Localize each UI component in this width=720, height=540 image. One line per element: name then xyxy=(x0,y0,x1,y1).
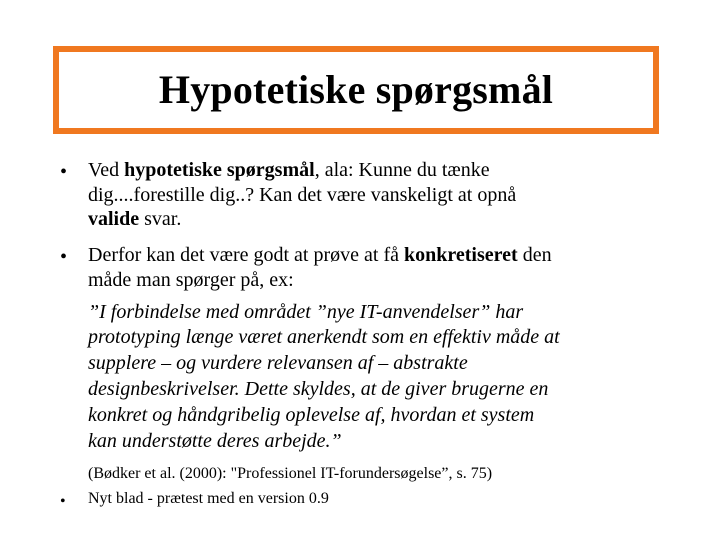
bullet-1-line-1 xyxy=(88,159,490,182)
bullet-1-text-c: svar. xyxy=(139,208,182,230)
bullet-dot: • xyxy=(60,161,68,183)
quote-line: kan understøtte deres arbejde.” xyxy=(88,430,342,452)
quote-line: supplere – og vurdere relevansen af – abstrakte xyxy=(88,352,468,374)
bullet-1-line-3 xyxy=(88,208,181,231)
bullet-3-text: Nyt blad - prætest med en version 0.9 xyxy=(88,490,329,507)
quote-line: ”I forbindelse med området ”nye IT-anvendelser” har xyxy=(88,301,524,323)
bullet-1-line-2: dig....forestille dig..? Kan det være vanskeligt at opnå xyxy=(88,184,517,206)
bullet-2-line-2: måde man spørger på, ex: xyxy=(88,269,294,291)
quote-line: designbeskrivelser. Dette skyldes, at de giver brugerne en xyxy=(88,378,549,400)
bullet-2-bold-term: konkretiseret xyxy=(404,244,518,266)
bullet-dot: • xyxy=(60,246,68,268)
bullet-2-line-1 xyxy=(88,244,552,267)
quote-line: konkret og håndgribelig oplevelse af, hvordan et system xyxy=(88,404,535,426)
bullet-1-bold-valide: valide xyxy=(88,208,140,230)
bullet-dot: • xyxy=(60,493,66,510)
slide-title: Hypotetiske spørgsmål xyxy=(158,67,554,112)
bullet-2-text-a: Derfor kan det være godt at prøve at få xyxy=(88,244,404,266)
bullet-1-bold-term: hypotetiske spørgsmål xyxy=(124,159,315,181)
bullet-1-text-a: Ved xyxy=(88,159,125,181)
quote-line: prototyping længe været anerkendt som en effektiv måde at xyxy=(88,326,560,348)
bullet-2-text-b: den xyxy=(517,244,552,266)
citation: (Bødker et al. (2000): "Professionel IT-forundersøgelse”, s. 75) xyxy=(88,465,493,482)
bullet-1-text-b: , ala: Kunne du tænke xyxy=(314,159,490,181)
